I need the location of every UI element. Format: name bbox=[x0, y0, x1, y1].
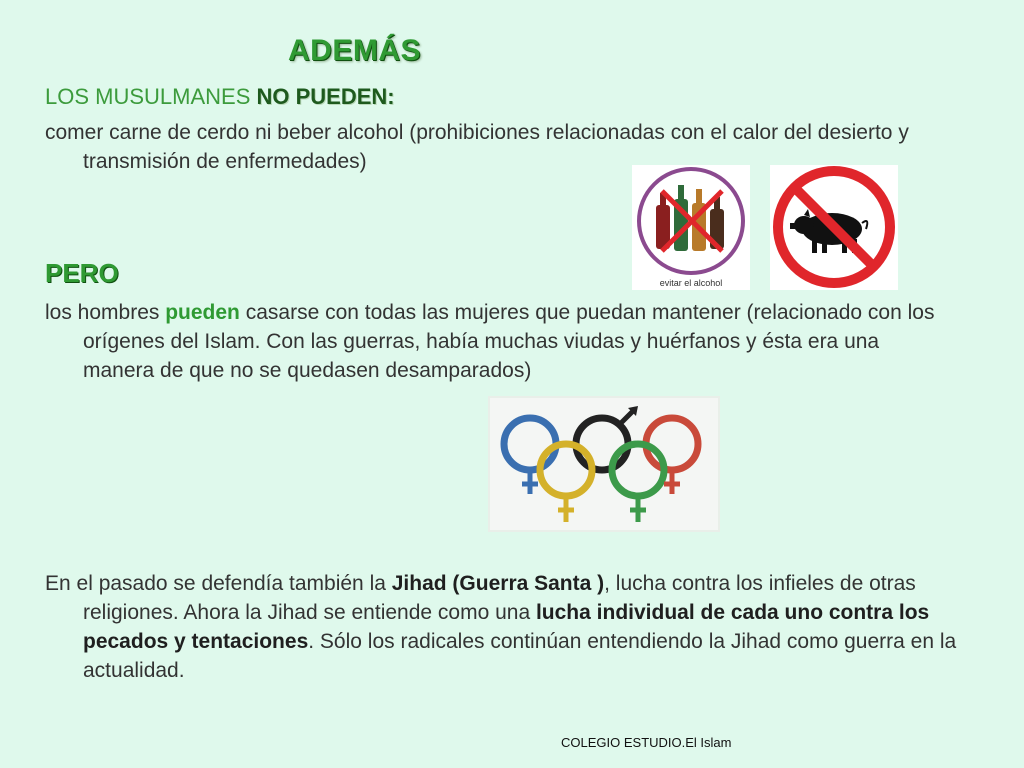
subheading-lead: LOS MUSULMANES bbox=[45, 84, 257, 109]
p2-pre: los hombres bbox=[45, 301, 166, 324]
p2-highlight: pueden bbox=[165, 301, 240, 324]
subheading bbox=[45, 84, 395, 110]
slide-title: ADEMÁS bbox=[288, 34, 422, 67]
p3-bold2: lucha individual de cada uno contra los pecados y tentaciones bbox=[83, 601, 930, 653]
no-alcohol-image bbox=[632, 165, 750, 290]
no-alcohol-icon bbox=[632, 165, 750, 290]
paragraph-prohibitions: comer carne de cerdo ni beber alcohol (prohibiciones relacionadas con el calor del desierto y transmisión de enfermedades) bbox=[45, 121, 909, 173]
subheading-bold: NO PUEDEN: bbox=[256, 84, 395, 109]
p3-pre: En el pasado se defendía también la bbox=[45, 572, 392, 595]
paragraph-jihad bbox=[45, 569, 963, 685]
p3-mid: , lucha contra los infieles de otras religiones. Ahora la Jihad se entiende como una bbox=[83, 572, 916, 624]
p3-bold1: Jihad (Guerra Santa ) bbox=[391, 572, 605, 595]
paragraph-marriage bbox=[45, 298, 953, 385]
p3-post: . Sólo los radicales continúan entendiendo la Jihad como guerra en la actualidad. bbox=[83, 630, 957, 682]
footer-text: COLEGIO ESTUDIO.El Islam bbox=[561, 735, 732, 750]
gender-rings-image bbox=[490, 398, 718, 530]
no-pork-icon bbox=[770, 165, 898, 290]
pero-heading: PERO bbox=[45, 258, 119, 288]
no-alcohol-caption: evitar el alcohol bbox=[659, 278, 723, 288]
p2-post: casarse con todas las mujeres que puedan mantener (relacionado con los orígenes del Islam. Con las guerras, había muchas viudas y huérfanos y ésta era una manera de que no se quedasen desamparados) bbox=[83, 301, 935, 382]
no-pork-image bbox=[770, 165, 898, 290]
gender-rings-icon bbox=[490, 398, 718, 530]
